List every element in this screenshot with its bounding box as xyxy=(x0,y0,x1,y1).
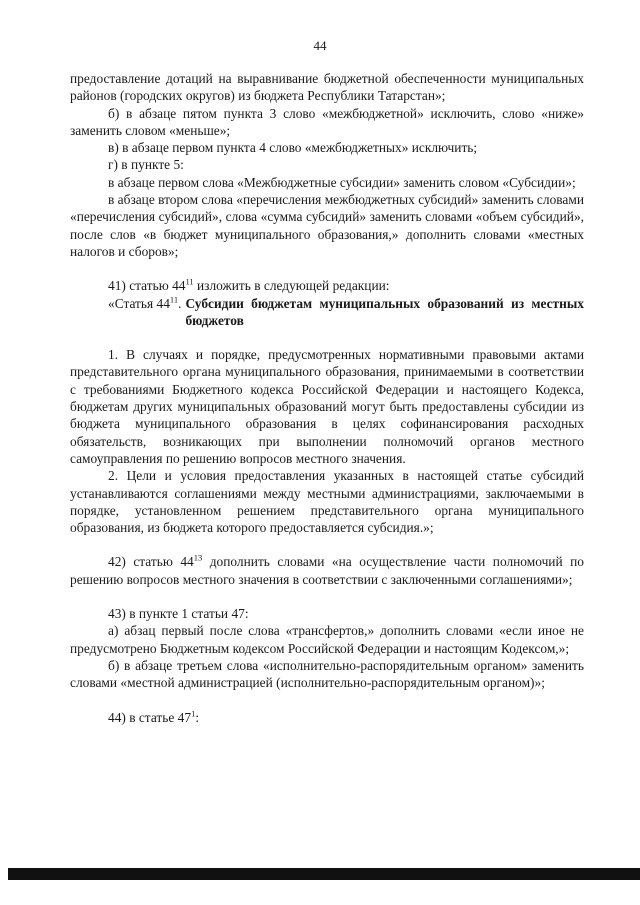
paragraph-42-text-b: дополнить словами «на осуществление части полномочий по решению вопросов местного значения в соответствии с заключенными соглашениями»; xyxy=(70,554,584,587)
paragraph-2: б) в абзаце пятом пункта 3 слово «межбюджетной» исключить, слово «ниже» заменить словом «меньше»; xyxy=(70,105,584,138)
document-body xyxy=(70,70,584,726)
paragraph-4: г) в пункте 5: xyxy=(108,157,184,173)
paragraph-42-text-a: 42) статью 44 xyxy=(108,554,194,570)
paragraph-41-text-b: изложить в следующей редакции: xyxy=(193,278,390,294)
paragraph-44-text-b: : xyxy=(195,709,200,725)
article-title: Субсидии бюджетам муниципальных образований из местных бюджетов xyxy=(185,295,584,328)
paragraph-44-sup: 1 xyxy=(191,708,196,719)
paragraph-3: в) в абзаце первом пункта 4 слово «межбюджетных» исключить; xyxy=(108,140,478,156)
paragraph-article-2: 2. Цели и условия предоставления указанных в настоящей статье субсидий устанавливаются соглашениями между местными администрациями, заключаемыми в порядке, установленном решением представительного органа муниципального образования, из бюджета которого предоставляется субсидия.»; xyxy=(70,468,584,536)
article-heading xyxy=(70,295,584,330)
article-label-text-b: . xyxy=(178,295,182,311)
paragraph-41 xyxy=(70,277,584,294)
paragraph-1: предоставление дотаций на выравнивание бюджетной обеспеченности муниципальных районов (городских округов) из бюджета Республики Татарстан»; xyxy=(70,71,584,104)
scan-edge-bar xyxy=(8,868,640,880)
paragraph-44-text-a: 44) в статье 47 xyxy=(108,709,192,725)
paragraph-article-1: 1. В случаях и порядке, предусмотренных нормативными правовыми актами представительного органа муниципального образования, принимаемыми в соответствии с требованиями Бюджетного кодекса Российской Федерации и настоящего Кодекса, бюджетам других муниципальных образований могут быть предоставлены субсидии из бюджета муниципального образования в целях софинансирования расходных обязательств, возникающих при выполнении полномочий органов местного самоуправления по решению вопросов местного значения. xyxy=(70,347,584,466)
page-number: 44 xyxy=(313,38,327,53)
paragraph-43: 43) в пункте 1 статьи 47: xyxy=(108,606,249,622)
article-label-text-a: «Статья 44 xyxy=(108,295,170,311)
paragraph-43-b: б) в абзаце третьем слова «исполнительно-распорядительным органом» заменить словами «местной администрацией (исполнительно-распорядительным органом)»; xyxy=(70,657,584,691)
paragraph-44 xyxy=(70,709,584,726)
paragraph-5: в абзаце первом слова «Межбюджетные субсидии» заменить словом «Субсидии»; xyxy=(108,174,576,190)
paragraph-42-sup: 13 xyxy=(193,552,203,563)
paragraph-6: в абзаце втором слова «перечисления межбюджетных субсидий» заменить словами «перечисления субсидий», слова «сумма субсидий» заменить словами «объем субсидий», после слов «в бюджет муниципального образования,» дополнить словами «местных налогов и сборов»; xyxy=(70,192,584,259)
paragraph-41-text-a: 41) статью 44 xyxy=(108,278,186,294)
paragraph-41-sup: 11 xyxy=(185,276,194,287)
paragraph-42 xyxy=(70,553,584,588)
article-label-sup: 11 xyxy=(169,294,179,305)
paragraph-43-a: а) абзац первый после слова «трансфертов,» дополнить словами «если иное не предусмотрено Бюджетным кодексом Российской Федерации и настоящим Кодексом,»; xyxy=(70,623,584,656)
article-label xyxy=(70,295,185,330)
